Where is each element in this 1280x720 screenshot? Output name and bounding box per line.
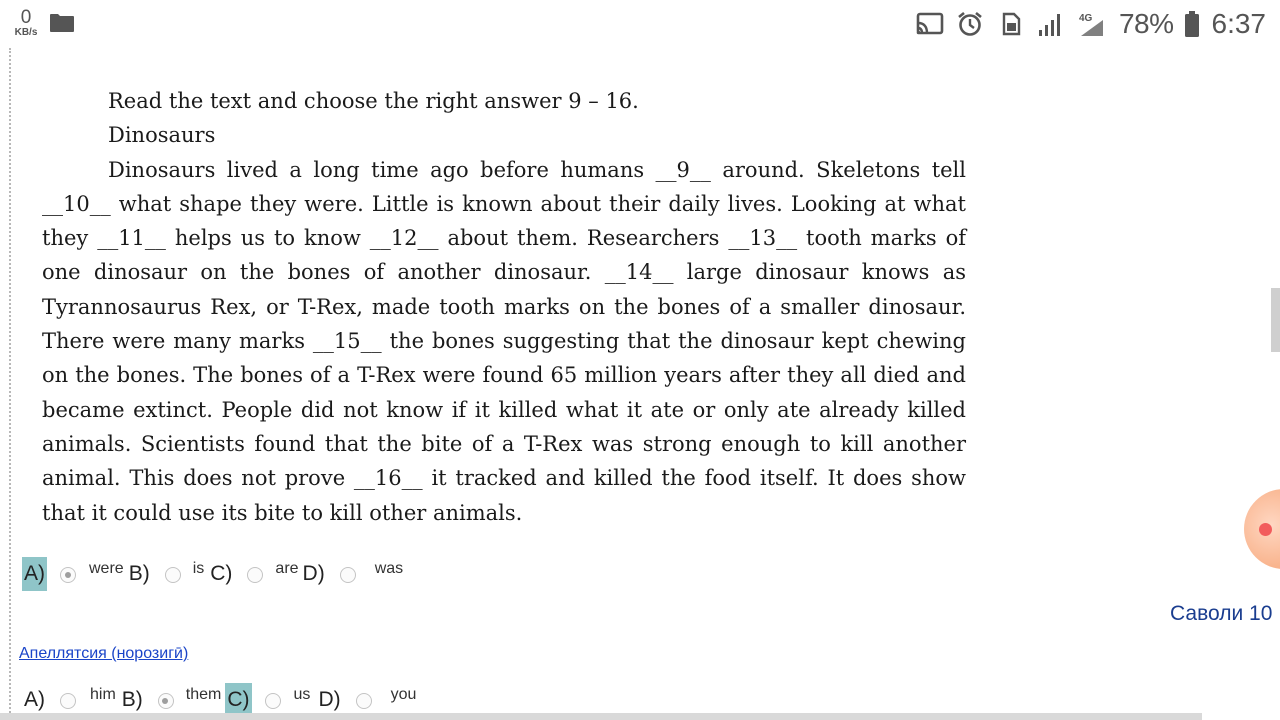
reading-passage	[42, 84, 966, 530]
network-speed-value: 0	[20, 7, 32, 28]
option-b-letter: B)	[121, 688, 143, 711]
folder-icon	[49, 13, 75, 33]
status-bar	[0, 0, 1280, 48]
signal-icon	[1035, 10, 1065, 38]
option-d-letter: D)	[302, 562, 325, 585]
passage-instruction: Read the text and choose the right answer 9 – 16.	[108, 89, 639, 113]
network-speed-unit: KB/s	[14, 27, 38, 38]
battery-icon	[1184, 10, 1200, 38]
option-b-letter: B)	[128, 562, 150, 585]
horizontal-scrollbar[interactable]	[0, 713, 1202, 720]
question-10-title: Саволи 10	[1170, 602, 1273, 625]
cast-icon	[915, 10, 945, 38]
network-speed-indicator	[10, 8, 42, 38]
clock-time: 6:37	[1211, 8, 1266, 39]
option-a-text: him	[90, 686, 116, 703]
option-c-letter: C)	[225, 683, 251, 717]
option-a-letter: A)	[22, 557, 47, 591]
signal-4g-icon	[1075, 10, 1109, 38]
option-d-radio[interactable]	[340, 567, 356, 583]
option-b-text: them	[185, 686, 222, 703]
vertical-scrollbar-thumb[interactable]	[1271, 288, 1280, 352]
option-a-radio[interactable]	[60, 567, 76, 583]
alarm-icon	[955, 10, 985, 38]
option-d-text: was	[374, 560, 404, 577]
status-icons	[915, 6, 1266, 42]
option-a-radio[interactable]	[60, 693, 76, 709]
network-type-label: 4G	[1078, 13, 1093, 24]
appeal-link[interactable]: Апеллятсия (норозигӣ)	[19, 645, 189, 662]
passage-title: Dinosaurs	[108, 123, 216, 148]
option-b-radio[interactable]	[165, 567, 181, 583]
page-left-border	[9, 48, 11, 720]
record-dot-icon	[1259, 523, 1272, 536]
option-c-radio[interactable]	[247, 567, 263, 583]
question-10-options	[22, 683, 416, 717]
option-d-radio[interactable]	[356, 693, 372, 709]
option-b-text: is	[192, 560, 205, 577]
option-b-radio[interactable]	[158, 693, 174, 709]
option-a-text: were	[89, 560, 124, 577]
question-9-options	[22, 557, 403, 591]
option-d-text: you	[390, 686, 417, 703]
battery-percent: 78%	[1118, 8, 1174, 39]
option-c-letter: C)	[210, 562, 233, 585]
passage-text: Dinosaurs lived a long time ago before humans __9__ around. Skeletons tell __10__ what shape they were. Little is known about their daily lives. Looking at what they __11__ helps us to know __12__ about them. Researchers __13__ tooth marks of one dinosaur on the bones of another dinosaur. __14__ large dinosaur knows as Tyrannosaurus Rex, or T-Rex, made tooth marks on the bones of a smaller dinosaur. There were many marks __15__ the bones suggesting that the dinosaur kept chewing on the bones. The bones of a T-Rex were found 65 million years after they all died and became extinct. People did not know if it killed what it ate or only ate already killed animals. Scientists found that the bite of a T-Rex was strong enough to kill another animal. This does not prove __16__ it tracked and killed the food itself. It does show that it could use its bite to kill other animals.	[42, 157, 966, 525]
option-c-text: us	[293, 686, 311, 703]
sim-card-icon	[995, 10, 1025, 38]
option-d-letter: D)	[318, 688, 341, 711]
option-a-letter: A)	[24, 688, 45, 711]
option-c-radio[interactable]	[265, 693, 281, 709]
option-c-text: are	[275, 560, 299, 577]
